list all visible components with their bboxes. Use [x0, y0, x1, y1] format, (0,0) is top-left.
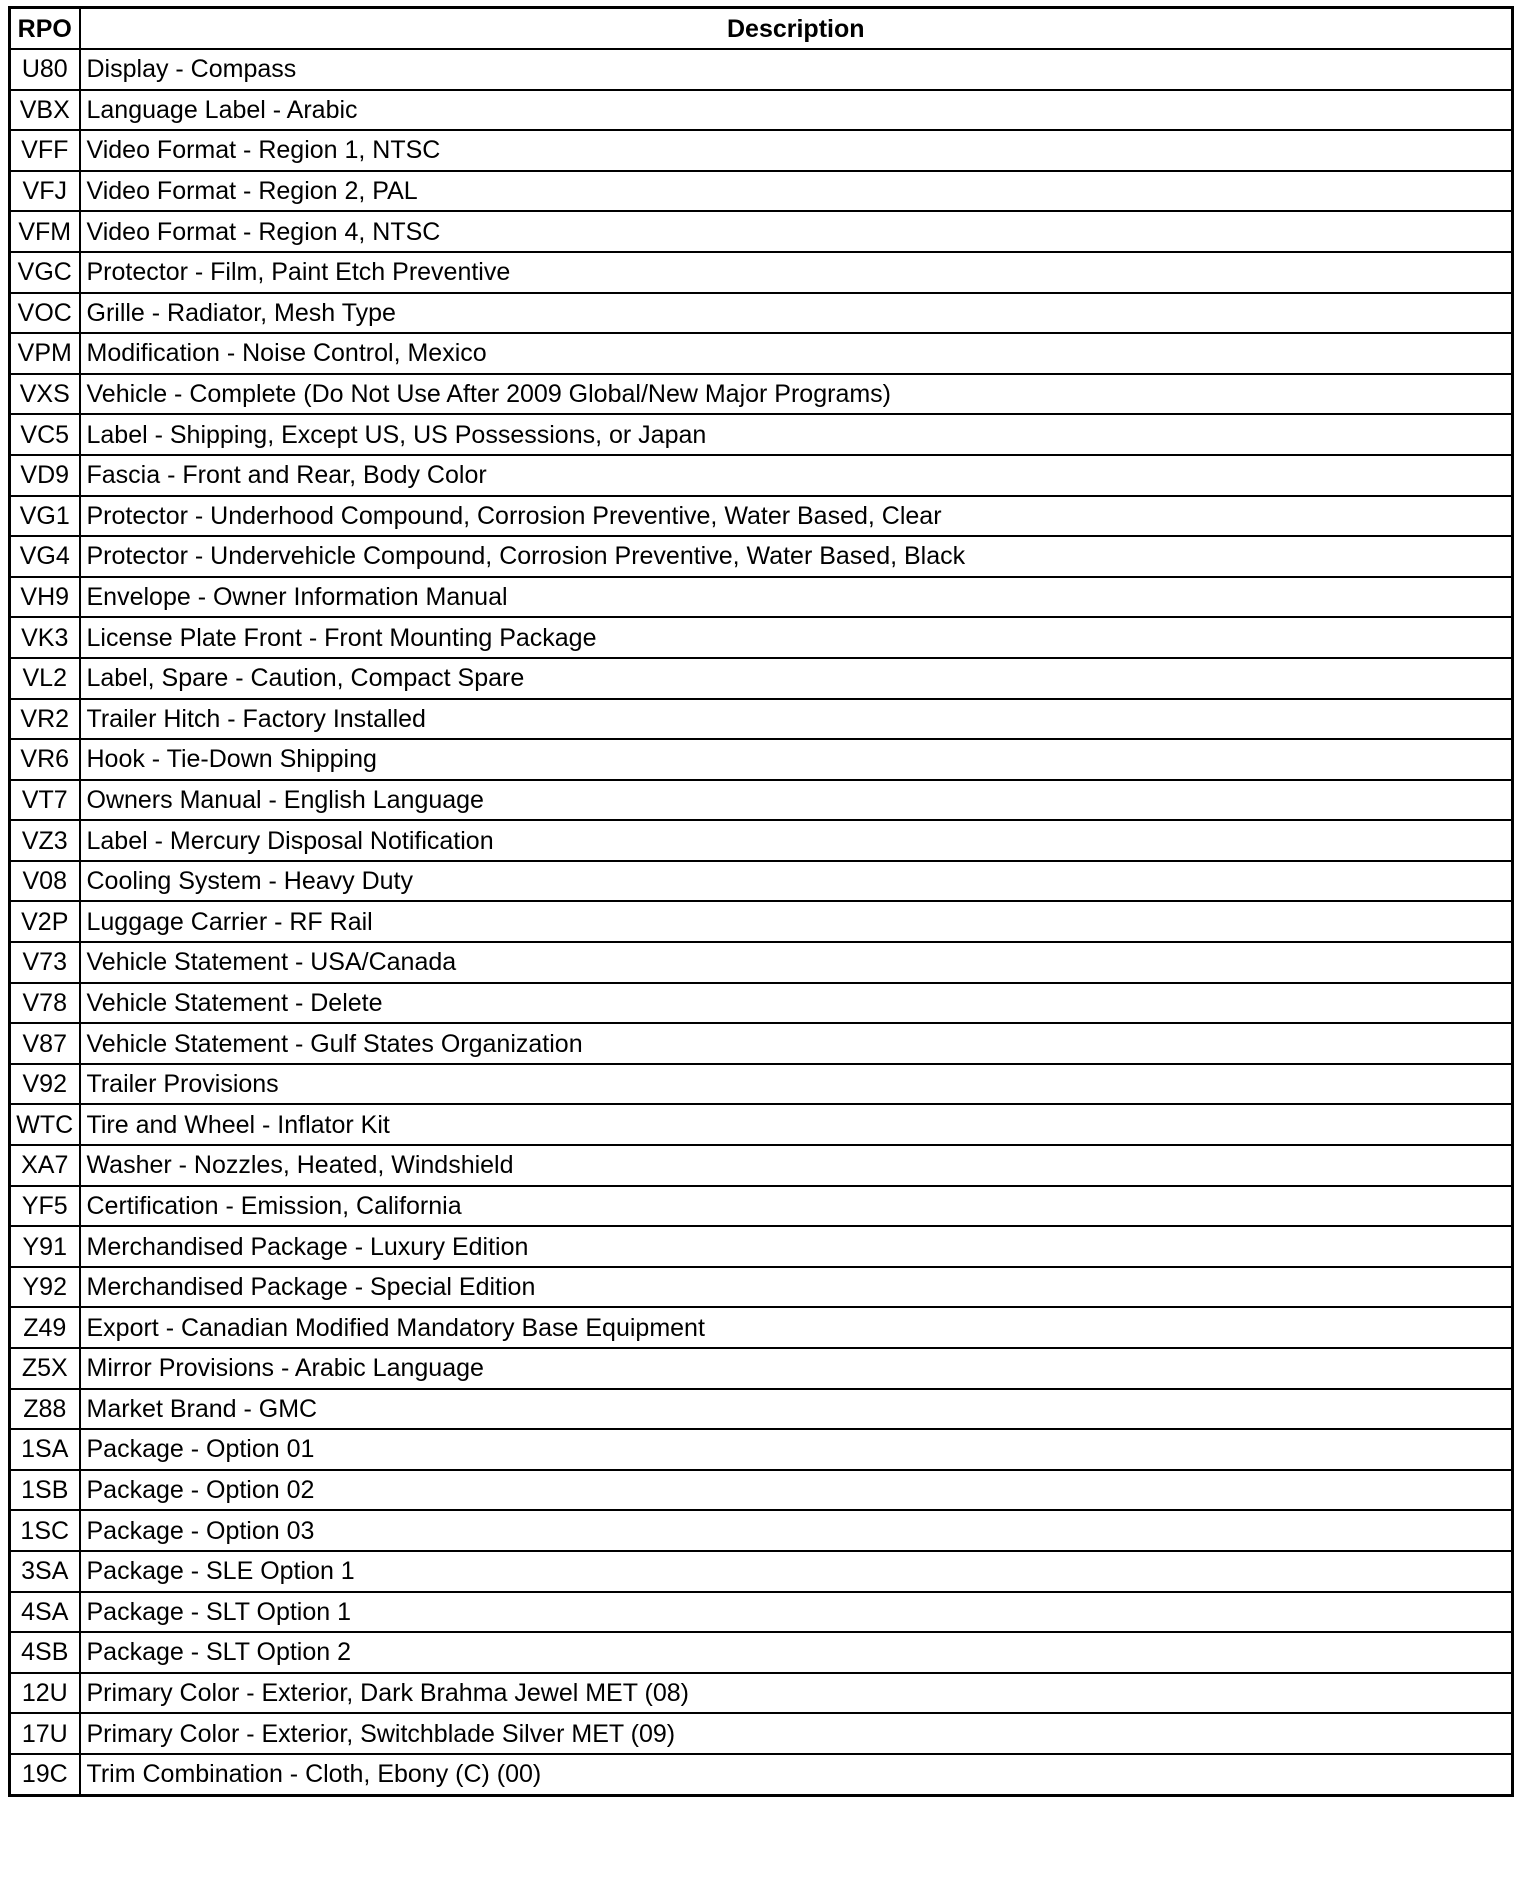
- table-row: [10, 820, 1513, 861]
- description-cell: Package - Option 03: [80, 1510, 1513, 1551]
- table-row: [10, 49, 1513, 90]
- rpo-code-cell: VD9: [10, 455, 80, 496]
- rpo-code-cell: VR6: [10, 739, 80, 780]
- table-row: [10, 1186, 1513, 1227]
- rpo-code-cell: VT7: [10, 780, 80, 821]
- table-row: [10, 252, 1513, 293]
- description-cell: Vehicle Statement - Delete: [80, 983, 1513, 1024]
- rpo-code-cell: 1SA: [10, 1429, 80, 1470]
- table-row: [10, 130, 1513, 171]
- rpo-code-cell: Z88: [10, 1389, 80, 1430]
- header-row: [10, 8, 1513, 50]
- table-row: [10, 1267, 1513, 1308]
- rpo-code-cell: V2P: [10, 901, 80, 942]
- description-cell: Trim Combination - Cloth, Ebony (C) (00): [80, 1754, 1513, 1795]
- description-cell: Primary Color - Exterior, Switchblade Silver MET (09): [80, 1713, 1513, 1754]
- rpo-code-cell: 4SB: [10, 1632, 80, 1673]
- rpo-code-cell: 1SC: [10, 1510, 80, 1551]
- table-row: [10, 861, 1513, 902]
- table-row: [10, 1307, 1513, 1348]
- column-header-description: Description: [80, 8, 1513, 50]
- description-cell: Language Label - Arabic: [80, 90, 1513, 131]
- table-row: [10, 780, 1513, 821]
- rpo-code-cell: VPM: [10, 333, 80, 374]
- rpo-code-cell: VOC: [10, 293, 80, 334]
- description-cell: Tire and Wheel - Inflator Kit: [80, 1104, 1513, 1145]
- table-row: [10, 1226, 1513, 1267]
- rpo-code-cell: V08: [10, 861, 80, 902]
- rpo-code-cell: 12U: [10, 1673, 80, 1714]
- table-row: [10, 1754, 1513, 1795]
- table-row: [10, 455, 1513, 496]
- rpo-code-cell: 4SA: [10, 1592, 80, 1633]
- table-row: [10, 901, 1513, 942]
- table-row: [10, 211, 1513, 252]
- description-cell: Vehicle - Complete (Do Not Use After 2009 Global/New Major Programs): [80, 374, 1513, 415]
- table-row: [10, 1632, 1513, 1673]
- rpo-code-cell: VZ3: [10, 820, 80, 861]
- rpo-code-cell: VR2: [10, 699, 80, 740]
- rpo-code-cell: VGC: [10, 252, 80, 293]
- rpo-code-cell: VXS: [10, 374, 80, 415]
- rpo-code-cell: V92: [10, 1064, 80, 1105]
- description-cell: Mirror Provisions - Arabic Language: [80, 1348, 1513, 1389]
- description-cell: Owners Manual - English Language: [80, 780, 1513, 821]
- rpo-code-cell: VFF: [10, 130, 80, 171]
- description-cell: Protector - Undervehicle Compound, Corrosion Preventive, Water Based, Black: [80, 536, 1513, 577]
- table-row: [10, 1713, 1513, 1754]
- rpo-code-cell: V78: [10, 983, 80, 1024]
- table-row: [10, 1389, 1513, 1430]
- table-header: [10, 8, 1513, 50]
- table-row: [10, 374, 1513, 415]
- description-cell: Trailer Provisions: [80, 1064, 1513, 1105]
- table-row: [10, 1064, 1513, 1105]
- table-row: [10, 414, 1513, 455]
- description-cell: Primary Color - Exterior, Dark Brahma Jewel MET (08): [80, 1673, 1513, 1714]
- description-cell: Protector - Underhood Compound, Corrosion Preventive, Water Based, Clear: [80, 496, 1513, 537]
- rpo-code-cell: VL2: [10, 658, 80, 699]
- table-row: [10, 1348, 1513, 1389]
- rpo-code-cell: VC5: [10, 414, 80, 455]
- rpo-code-cell: YF5: [10, 1186, 80, 1227]
- rpo-code-cell: VG1: [10, 496, 80, 537]
- rpo-code-cell: 19C: [10, 1754, 80, 1795]
- table-row: [10, 171, 1513, 212]
- description-cell: Fascia - Front and Rear, Body Color: [80, 455, 1513, 496]
- description-cell: Modification - Noise Control, Mexico: [80, 333, 1513, 374]
- column-header-rpo: RPO: [10, 8, 80, 50]
- rpo-code-cell: Z49: [10, 1307, 80, 1348]
- rpo-code-cell: WTC: [10, 1104, 80, 1145]
- table-row: [10, 699, 1513, 740]
- description-cell: Package - SLE Option 1: [80, 1551, 1513, 1592]
- table-row: [10, 536, 1513, 577]
- description-cell: Export - Canadian Modified Mandatory Base Equipment: [80, 1307, 1513, 1348]
- rpo-code-cell: 17U: [10, 1713, 80, 1754]
- table-row: [10, 739, 1513, 780]
- table-row: [10, 658, 1513, 699]
- rpo-code-cell: VFJ: [10, 171, 80, 212]
- description-cell: Merchandised Package - Luxury Edition: [80, 1226, 1513, 1267]
- description-cell: Label - Shipping, Except US, US Possessions, or Japan: [80, 414, 1513, 455]
- description-cell: Package - Option 02: [80, 1470, 1513, 1511]
- table-row: [10, 1510, 1513, 1551]
- table-row: [10, 1551, 1513, 1592]
- description-cell: Protector - Film, Paint Etch Preventive: [80, 252, 1513, 293]
- table-row: [10, 1592, 1513, 1633]
- rpo-code-cell: VH9: [10, 577, 80, 618]
- table-row: [10, 942, 1513, 983]
- description-cell: Vehicle Statement - USA/Canada: [80, 942, 1513, 983]
- rpo-code-cell: VG4: [10, 536, 80, 577]
- description-cell: Envelope - Owner Information Manual: [80, 577, 1513, 618]
- description-cell: Package - SLT Option 1: [80, 1592, 1513, 1633]
- table-row: [10, 1470, 1513, 1511]
- description-cell: Video Format - Region 1, NTSC: [80, 130, 1513, 171]
- rpo-code-cell: 3SA: [10, 1551, 80, 1592]
- description-cell: Washer - Nozzles, Heated, Windshield: [80, 1145, 1513, 1186]
- description-cell: Video Format - Region 2, PAL: [80, 171, 1513, 212]
- table-row: [10, 577, 1513, 618]
- table-row: [10, 1673, 1513, 1714]
- rpo-code-cell: V87: [10, 1023, 80, 1064]
- description-cell: Label, Spare - Caution, Compact Spare: [80, 658, 1513, 699]
- description-cell: License Plate Front - Front Mounting Package: [80, 617, 1513, 658]
- rpo-code-cell: U80: [10, 49, 80, 90]
- table-row: [10, 617, 1513, 658]
- description-cell: Vehicle Statement - Gulf States Organization: [80, 1023, 1513, 1064]
- table-row: [10, 333, 1513, 374]
- rpo-table: [8, 6, 1514, 1797]
- table-row: [10, 496, 1513, 537]
- table-row: [10, 983, 1513, 1024]
- rpo-table-container: [8, 6, 1511, 1797]
- rpo-code-cell: VFM: [10, 211, 80, 252]
- table-row: [10, 1023, 1513, 1064]
- description-cell: Hook - Tie-Down Shipping: [80, 739, 1513, 780]
- description-cell: Trailer Hitch - Factory Installed: [80, 699, 1513, 740]
- rpo-code-cell: 1SB: [10, 1470, 80, 1511]
- rpo-code-cell: XA7: [10, 1145, 80, 1186]
- description-cell: Cooling System - Heavy Duty: [80, 861, 1513, 902]
- table-body: [10, 49, 1513, 1795]
- rpo-code-cell: Y92: [10, 1267, 80, 1308]
- rpo-code-cell: VBX: [10, 90, 80, 131]
- description-cell: Package - Option 01: [80, 1429, 1513, 1470]
- description-cell: Display - Compass: [80, 49, 1513, 90]
- description-cell: Luggage Carrier - RF Rail: [80, 901, 1513, 942]
- rpo-code-cell: VK3: [10, 617, 80, 658]
- table-row: [10, 1104, 1513, 1145]
- table-row: [10, 1145, 1513, 1186]
- table-row: [10, 1429, 1513, 1470]
- rpo-code-cell: V73: [10, 942, 80, 983]
- rpo-code-cell: Y91: [10, 1226, 80, 1267]
- description-cell: Certification - Emission, California: [80, 1186, 1513, 1227]
- description-cell: Grille - Radiator, Mesh Type: [80, 293, 1513, 334]
- description-cell: Market Brand - GMC: [80, 1389, 1513, 1430]
- rpo-code-cell: Z5X: [10, 1348, 80, 1389]
- table-row: [10, 90, 1513, 131]
- description-cell: Merchandised Package - Special Edition: [80, 1267, 1513, 1308]
- description-cell: Package - SLT Option 2: [80, 1632, 1513, 1673]
- table-row: [10, 293, 1513, 334]
- description-cell: Label - Mercury Disposal Notification: [80, 820, 1513, 861]
- description-cell: Video Format - Region 4, NTSC: [80, 211, 1513, 252]
